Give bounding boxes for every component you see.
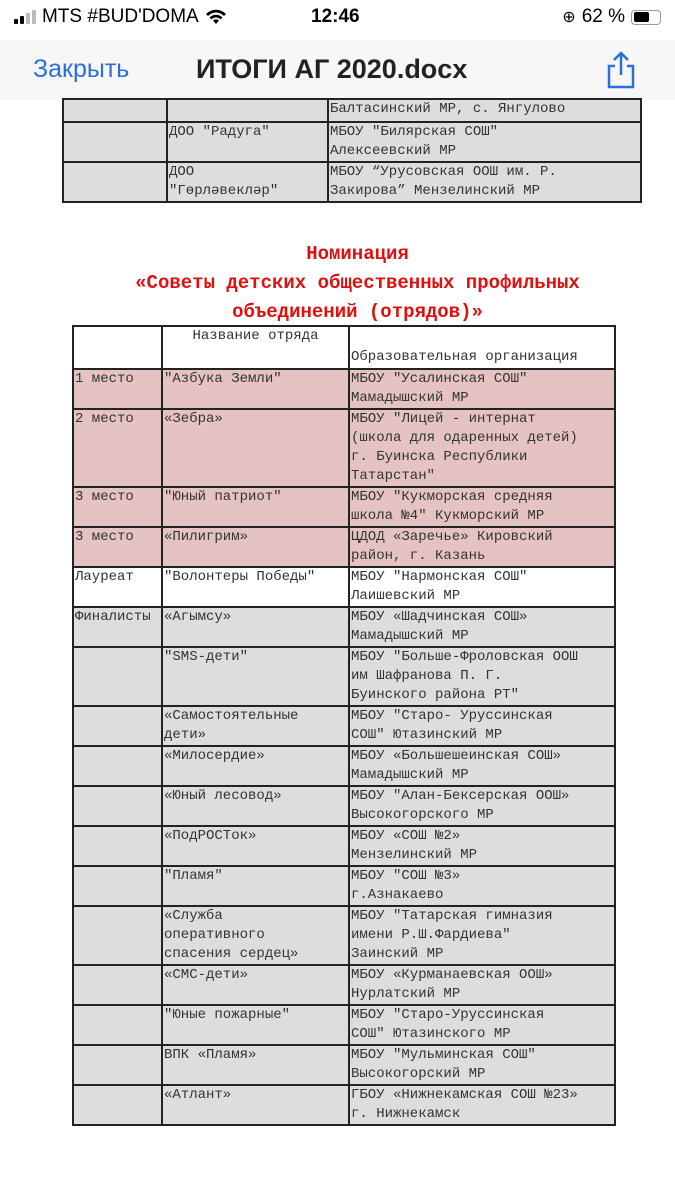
cell-team-name: «Зебра» xyxy=(162,409,349,487)
cell-place xyxy=(73,866,162,906)
cell-organization: МБОУ "Старо-Уруссинская СОШ" Ютазинского МР xyxy=(349,1005,615,1045)
cell-team-name: ВПК «Пламя» xyxy=(162,1045,349,1085)
share-icon[interactable] xyxy=(604,50,638,90)
cell-team-name: «Служба оперативного спасения сердец» xyxy=(162,906,349,965)
cell-team-name: «ПодРОСТок» xyxy=(162,826,349,866)
signal-icon xyxy=(14,10,36,24)
table-row xyxy=(73,1005,615,1045)
cell-organization: МБОУ "Кукморская средняя школа №4" Кукморский МР xyxy=(349,487,615,527)
table-row xyxy=(73,746,615,786)
cell-team-name: "Юный патриот" xyxy=(162,487,349,527)
cell-organization: МБОУ "Больше-Фроловская ООШ им Шафранова П. Г. Буинского района РТ" xyxy=(349,647,615,706)
cell-place xyxy=(73,706,162,746)
cell-organization: Балтасинский МР, с. Янгулово xyxy=(328,99,641,122)
table-row xyxy=(73,567,615,607)
cell-organization: МБОУ "Лицей - интернат (школа для одаренных детей) г. Буинска Республики Татарстан" xyxy=(349,409,615,487)
cell-organization: МБОУ «Большешеинская СОШ» Мамадышский МР xyxy=(349,746,615,786)
cell-team-name xyxy=(167,99,328,122)
cell-place xyxy=(73,1005,162,1045)
header-team-name: Название отряда xyxy=(162,326,349,369)
previous-table xyxy=(62,98,642,203)
cell-team-name: «Юный лесовод» xyxy=(162,786,349,826)
wifi-icon xyxy=(205,9,227,25)
cell-organization: МБОУ "Усалинская СОШ" Мамадышский МР xyxy=(349,369,615,409)
battery-percent: 62 % xyxy=(581,6,625,27)
nav-bar xyxy=(0,40,675,100)
table-row xyxy=(73,647,615,706)
cell-team-name: "Волонтеры Победы" xyxy=(162,567,349,607)
cell-place xyxy=(73,1045,162,1085)
cell-organization: МБОУ "Билярская СОШ" Алексеевский МР xyxy=(328,122,641,162)
cell-organization: МБОУ "Алан-Бексерская ООШ» Высокогорского МР xyxy=(349,786,615,826)
carrier: MTS #BUD'DOMA xyxy=(42,6,199,27)
cell-organization: МБОУ "Мульминская СОШ" Высокогорский МР xyxy=(349,1045,615,1085)
cell-team-name: ДОО "Гөрләвекләр" xyxy=(167,162,328,202)
cell-organization: МБОУ "Старо- Уруссинская СОШ" Ютазинский МР xyxy=(349,706,615,746)
table-row xyxy=(63,162,641,202)
heading-line: «Советы детских общественных профильных xyxy=(135,272,580,294)
document-title: ИТОГИ АГ 2020.docx xyxy=(196,54,468,84)
cell-place xyxy=(73,1085,162,1125)
cell-place xyxy=(73,906,162,965)
rotation-lock-icon: ⊕ xyxy=(562,9,576,26)
table-row xyxy=(73,1045,615,1085)
cell-team-name: ДОО "Радуга" xyxy=(167,122,328,162)
cell-place xyxy=(73,965,162,1005)
status-bar xyxy=(0,0,675,36)
results-table xyxy=(72,325,616,1126)
table-row xyxy=(73,527,615,567)
cell-organization: МБОУ "Нармонская СОШ" Лаишевский МР xyxy=(349,567,615,607)
cell-team-name: «Агымсу» xyxy=(162,607,349,647)
cell-place: 2 место xyxy=(73,409,162,487)
cell-organization: МБОУ “Урусовская ООШ им. Р. Закирова” Мензелинский МР xyxy=(328,162,641,202)
table-header-row xyxy=(73,326,615,369)
cell-team-name: "SMS-дети" xyxy=(162,647,349,706)
cell-organization: ГБОУ «Нижнекамская СОШ №23» г. Нижнекамск xyxy=(349,1085,615,1125)
cell-place xyxy=(73,746,162,786)
cell-place: 1 место xyxy=(73,369,162,409)
header-organization: Образовательная организация xyxy=(349,326,615,369)
table-row xyxy=(63,122,641,162)
table-row xyxy=(73,409,615,487)
cell-team-name: «СМС-дети» xyxy=(162,965,349,1005)
table-row xyxy=(73,965,615,1005)
table-row xyxy=(73,607,615,647)
table-row xyxy=(73,369,615,409)
cell-organization: МБОУ «Шадчинская СОШ» Мамадышский МР xyxy=(349,607,615,647)
table-row xyxy=(63,99,641,122)
cell-place xyxy=(63,162,167,202)
cell-place: Лауреат xyxy=(73,567,162,607)
cell-place xyxy=(73,786,162,826)
close-button[interactable]: Закрыть xyxy=(33,55,130,83)
header-place xyxy=(73,326,162,369)
table-row xyxy=(73,906,615,965)
cell-organization: МБОУ «СОШ №2» Мензелинский МР xyxy=(349,826,615,866)
heading-line: объединений (отрядов)» xyxy=(232,301,483,323)
cell-team-name: «Милосердие» xyxy=(162,746,349,786)
cell-place: 3 место xyxy=(73,487,162,527)
cell-organization: МБОУ "Татарская гимназия имени Р.Ш.Фардиева" Заинский МР xyxy=(349,906,615,965)
cell-organization: ЦДОД «Заречье» Кировский район, г. Казань xyxy=(349,527,615,567)
nomination-heading xyxy=(0,240,675,327)
cell-place: 3 место xyxy=(73,527,162,567)
cell-team-name: "Азбука Земли" xyxy=(162,369,349,409)
table-row xyxy=(73,866,615,906)
battery-icon xyxy=(631,10,661,25)
cell-organization: МБОУ "СОШ №3» г.Азнакаево xyxy=(349,866,615,906)
cell-place xyxy=(63,99,167,122)
cell-team-name: «Самостоятельные дети» xyxy=(162,706,349,746)
cell-team-name: "Пламя" xyxy=(162,866,349,906)
cell-place xyxy=(63,122,167,162)
heading-line: Номинация xyxy=(306,243,409,265)
cell-organization: МБОУ «Курманаевская ООШ» Нурлатский МР xyxy=(349,965,615,1005)
cell-place xyxy=(73,647,162,706)
cell-team-name: «Пилигрим» xyxy=(162,527,349,567)
table-row xyxy=(73,706,615,746)
table-row xyxy=(73,487,615,527)
table-row xyxy=(73,826,615,866)
table-row xyxy=(73,1085,615,1125)
clock: 12:46 xyxy=(311,6,360,27)
cell-team-name: "Юные пожарные" xyxy=(162,1005,349,1045)
cell-team-name: «Атлант» xyxy=(162,1085,349,1125)
cell-place: Финалисты xyxy=(73,607,162,647)
cell-place xyxy=(73,826,162,866)
table-row xyxy=(73,786,615,826)
